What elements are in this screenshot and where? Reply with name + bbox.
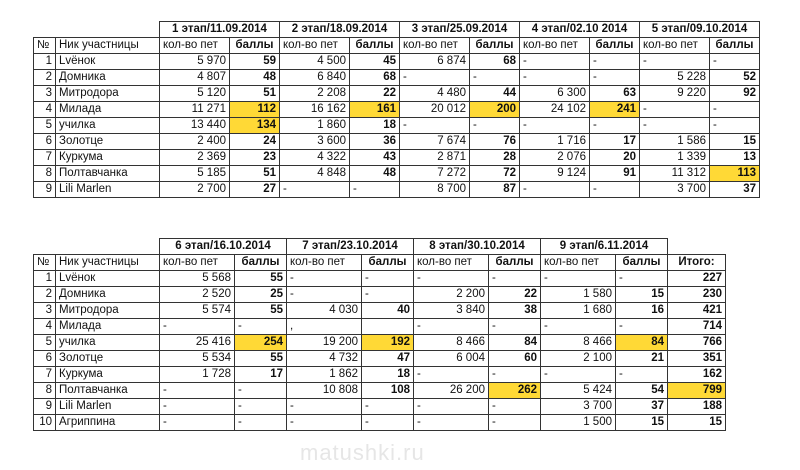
nick-header: Ник участницы	[56, 38, 160, 54]
row-number: 6	[34, 351, 56, 367]
stage-header: 2 этап/18.09.2014	[280, 22, 400, 38]
points-cell: 25	[235, 287, 287, 303]
points-cell: 54	[616, 383, 668, 399]
bottom-results-table	[33, 238, 726, 431]
total-cell: 227	[668, 271, 726, 287]
count-cell: 11 312	[640, 166, 710, 182]
count-cell: 3 840	[414, 303, 489, 319]
count-cell: -	[160, 319, 235, 335]
total-cell: 15	[668, 415, 726, 431]
points-cell: 108	[362, 383, 414, 399]
points-cell: 40	[362, 303, 414, 319]
count-header: кол-во пет	[640, 38, 710, 54]
points-cell: 92	[710, 86, 760, 102]
stage-header: 1 этап/11.09.2014	[160, 22, 280, 38]
count-cell: 13 440	[160, 118, 230, 134]
participant-name: Домника	[56, 287, 160, 303]
points-cell: -	[235, 399, 287, 415]
points-cell: -	[616, 271, 668, 287]
points-cell	[362, 319, 414, 335]
points-cell: 72	[470, 166, 520, 182]
count-cell: -	[414, 367, 489, 383]
points-cell: 87	[470, 182, 520, 198]
count-cell: 5 424	[541, 383, 616, 399]
points-cell: 18	[362, 367, 414, 383]
count-cell: 10 808	[287, 383, 362, 399]
count-cell: -	[520, 54, 590, 70]
count-cell: -	[520, 118, 590, 134]
row-number: 1	[34, 271, 56, 287]
points-cell: 262	[489, 383, 541, 399]
participant-name: Lvёнок	[56, 54, 160, 70]
count-header: кол-во пет	[160, 255, 235, 271]
points-cell: 38	[489, 303, 541, 319]
count-cell: -	[520, 70, 590, 86]
points-cell: -	[710, 102, 760, 118]
row-number: 2	[34, 287, 56, 303]
count-cell: -	[287, 399, 362, 415]
count-cell: ,	[287, 319, 362, 335]
table-row	[34, 86, 760, 102]
points-cell: 68	[350, 70, 400, 86]
count-cell: 2 871	[400, 150, 470, 166]
participant-name: Куркума	[56, 367, 160, 383]
points-cell: 17	[590, 134, 640, 150]
points-cell: 55	[235, 271, 287, 287]
count-cell: 2 200	[414, 287, 489, 303]
total-cell: 351	[668, 351, 726, 367]
points-cell: 200	[470, 102, 520, 118]
count-header: кол-во пет	[160, 38, 230, 54]
count-cell: 1 862	[287, 367, 362, 383]
participant-name: Lili Marlen	[56, 399, 160, 415]
count-cell: -	[287, 415, 362, 431]
points-cell: 84	[616, 335, 668, 351]
count-cell: 2 369	[160, 150, 230, 166]
count-cell: 11 271	[160, 102, 230, 118]
participant-name: Золотце	[56, 351, 160, 367]
points-cell: 134	[230, 118, 280, 134]
table-row	[34, 118, 760, 134]
count-cell: 5 970	[160, 54, 230, 70]
count-cell: -	[287, 287, 362, 303]
number-header: №	[34, 255, 56, 271]
row-number: 2	[34, 70, 56, 86]
points-cell: -	[489, 271, 541, 287]
participant-name: Милада	[56, 319, 160, 335]
participant-name: Золотце	[56, 134, 160, 150]
top-results-table	[33, 21, 760, 198]
points-cell: 68	[470, 54, 520, 70]
count-cell: -	[414, 271, 489, 287]
count-cell: 19 200	[287, 335, 362, 351]
participant-name: Полтавчанка	[56, 166, 160, 182]
count-cell: 8 466	[414, 335, 489, 351]
participant-name: Lvёнок	[56, 271, 160, 287]
row-number: 4	[34, 319, 56, 335]
points-cell: 28	[470, 150, 520, 166]
total-cell: 421	[668, 303, 726, 319]
count-cell: 2 076	[520, 150, 590, 166]
row-number: 6	[34, 134, 56, 150]
stage-header-row	[34, 239, 726, 255]
count-cell: 4 848	[280, 166, 350, 182]
count-cell: 1 339	[640, 150, 710, 166]
points-cell: -	[362, 399, 414, 415]
points-cell: 45	[350, 54, 400, 70]
stage-header: 8 этап/30.10.2014	[414, 239, 541, 255]
blank-cell	[668, 239, 726, 255]
row-number: 4	[34, 102, 56, 118]
table-row	[34, 415, 726, 431]
row-number: 3	[34, 86, 56, 102]
points-header: баллы	[590, 38, 640, 54]
count-cell: 5 568	[160, 271, 235, 287]
count-cell: 4 322	[280, 150, 350, 166]
blank-cell	[34, 239, 56, 255]
points-cell: -	[590, 118, 640, 134]
count-cell: -	[541, 367, 616, 383]
count-cell: 3 600	[280, 134, 350, 150]
blank-cell	[56, 239, 160, 255]
stage-header: 7 этап/23.10.2014	[287, 239, 414, 255]
points-cell: 52	[710, 70, 760, 86]
count-header: кол-во пет	[541, 255, 616, 271]
table-row	[34, 303, 726, 319]
points-cell: -	[235, 319, 287, 335]
count-cell: 2 520	[160, 287, 235, 303]
count-cell: -	[414, 399, 489, 415]
count-cell: 1 860	[280, 118, 350, 134]
count-cell: 6 840	[280, 70, 350, 86]
count-cell: 9 124	[520, 166, 590, 182]
count-cell: 2 700	[160, 182, 230, 198]
table-row	[34, 102, 760, 118]
count-cell: 4 480	[400, 86, 470, 102]
stage-header: 6 этап/16.10.2014	[160, 239, 287, 255]
count-cell: 20 012	[400, 102, 470, 118]
stage-header: 5 этап/09.10.2014	[640, 22, 760, 38]
count-cell: 4 500	[280, 54, 350, 70]
points-cell: 24	[230, 134, 280, 150]
count-cell: -	[400, 70, 470, 86]
count-cell: 2 100	[541, 351, 616, 367]
points-cell: 241	[590, 102, 640, 118]
points-cell: 192	[362, 335, 414, 351]
count-cell: 7 272	[400, 166, 470, 182]
points-cell: 44	[470, 86, 520, 102]
points-cell: 55	[235, 303, 287, 319]
points-cell: 16	[616, 303, 668, 319]
row-number: 9	[34, 399, 56, 415]
nick-header: Ник участницы	[56, 255, 160, 271]
count-cell: 1 580	[541, 287, 616, 303]
points-cell: -	[235, 383, 287, 399]
participant-name: Куркума	[56, 150, 160, 166]
total-cell: 188	[668, 399, 726, 415]
count-cell: -	[520, 182, 590, 198]
count-cell: 7 674	[400, 134, 470, 150]
count-cell: 3 700	[640, 182, 710, 198]
count-cell: -	[280, 182, 350, 198]
row-number: 5	[34, 118, 56, 134]
count-cell: 2 208	[280, 86, 350, 102]
points-cell: 112	[230, 102, 280, 118]
table-row	[34, 271, 726, 287]
points-cell: 91	[590, 166, 640, 182]
count-cell: 6 004	[414, 351, 489, 367]
count-header: кол-во пет	[414, 255, 489, 271]
points-header: баллы	[230, 38, 280, 54]
table-row	[34, 182, 760, 198]
points-cell: 17	[235, 367, 287, 383]
count-cell: -	[414, 415, 489, 431]
points-cell: -	[590, 70, 640, 86]
count-cell: 26 200	[414, 383, 489, 399]
count-cell: 8 466	[541, 335, 616, 351]
blank-cell	[56, 22, 160, 38]
points-cell: 21	[616, 351, 668, 367]
points-cell: 37	[616, 399, 668, 415]
table-row	[34, 70, 760, 86]
points-cell: -	[362, 415, 414, 431]
points-header: баллы	[616, 255, 668, 271]
count-cell: -	[541, 271, 616, 287]
points-cell: 59	[230, 54, 280, 70]
points-cell: 84	[489, 335, 541, 351]
points-header: баллы	[235, 255, 287, 271]
total-header: Итого:	[668, 255, 726, 271]
count-cell: -	[640, 54, 710, 70]
points-cell: -	[489, 399, 541, 415]
points-cell: 20	[590, 150, 640, 166]
points-cell: 36	[350, 134, 400, 150]
count-cell: 5 534	[160, 351, 235, 367]
points-cell: 55	[235, 351, 287, 367]
count-cell: 25 416	[160, 335, 235, 351]
total-cell: 766	[668, 335, 726, 351]
points-cell: -	[362, 287, 414, 303]
count-cell: -	[160, 383, 235, 399]
participant-name: Агриппина	[56, 415, 160, 431]
count-cell: 5 185	[160, 166, 230, 182]
count-cell: 16 162	[280, 102, 350, 118]
points-cell: 48	[350, 166, 400, 182]
count-cell: -	[287, 271, 362, 287]
count-cell: 8 700	[400, 182, 470, 198]
points-cell: -	[470, 118, 520, 134]
count-cell: 1 500	[541, 415, 616, 431]
stage-header: 3 этап/25.09.2014	[400, 22, 520, 38]
participant-name: училка	[56, 335, 160, 351]
table-row	[34, 351, 726, 367]
column-header-row	[34, 255, 726, 271]
row-number: 7	[34, 367, 56, 383]
count-cell: -	[640, 102, 710, 118]
points-cell: -	[590, 54, 640, 70]
count-cell: 5 228	[640, 70, 710, 86]
points-cell: 76	[470, 134, 520, 150]
table-row	[34, 54, 760, 70]
count-cell: -	[160, 415, 235, 431]
points-header: баллы	[470, 38, 520, 54]
row-number: 5	[34, 335, 56, 351]
participant-name: училка	[56, 118, 160, 134]
points-cell: -	[350, 182, 400, 198]
table-row	[34, 134, 760, 150]
number-header: №	[34, 38, 56, 54]
row-number: 9	[34, 182, 56, 198]
points-header: баллы	[710, 38, 760, 54]
count-header: кол-во пет	[287, 255, 362, 271]
count-header: кол-во пет	[520, 38, 590, 54]
stage-header-row	[34, 22, 760, 38]
points-cell: -	[489, 367, 541, 383]
row-number: 3	[34, 303, 56, 319]
count-cell: 1 716	[520, 134, 590, 150]
table-row	[34, 335, 726, 351]
participant-name: Митродора	[56, 303, 160, 319]
count-cell: 4 807	[160, 70, 230, 86]
total-cell: 162	[668, 367, 726, 383]
points-cell: -	[616, 367, 668, 383]
points-cell: 27	[230, 182, 280, 198]
points-cell: 15	[616, 415, 668, 431]
points-cell: 51	[230, 86, 280, 102]
row-number: 1	[34, 54, 56, 70]
table-row	[34, 399, 726, 415]
row-number: 8	[34, 383, 56, 399]
table-row	[34, 287, 726, 303]
count-cell: 4 732	[287, 351, 362, 367]
points-cell: -	[489, 415, 541, 431]
participant-name: Lili Marlen	[56, 182, 160, 198]
count-cell: 4 030	[287, 303, 362, 319]
points-cell: 18	[350, 118, 400, 134]
count-cell: 5 120	[160, 86, 230, 102]
count-header: кол-во пет	[280, 38, 350, 54]
points-cell: 113	[710, 166, 760, 182]
count-cell: 6 300	[520, 86, 590, 102]
points-cell: -	[362, 271, 414, 287]
points-cell: 63	[590, 86, 640, 102]
table-row	[34, 383, 726, 399]
watermark: matushki.ru	[300, 440, 425, 465]
count-header: кол-во пет	[400, 38, 470, 54]
points-cell: 15	[710, 134, 760, 150]
table-row	[34, 367, 726, 383]
points-cell: 51	[230, 166, 280, 182]
count-cell: -	[541, 319, 616, 335]
count-cell: -	[414, 319, 489, 335]
points-cell: 13	[710, 150, 760, 166]
count-cell: 1 728	[160, 367, 235, 383]
table-row	[34, 150, 760, 166]
points-cell: 43	[350, 150, 400, 166]
points-cell: 161	[350, 102, 400, 118]
points-cell: 60	[489, 351, 541, 367]
column-header-row	[34, 38, 760, 54]
count-cell: -	[640, 118, 710, 134]
points-cell: 37	[710, 182, 760, 198]
table-row	[34, 166, 760, 182]
count-cell: 5 574	[160, 303, 235, 319]
points-cell: -	[470, 70, 520, 86]
points-cell: 22	[350, 86, 400, 102]
points-cell: -	[616, 319, 668, 335]
points-cell: -	[489, 319, 541, 335]
row-number: 10	[34, 415, 56, 431]
count-cell: 9 220	[640, 86, 710, 102]
points-header: баллы	[489, 255, 541, 271]
points-cell: 254	[235, 335, 287, 351]
participant-name: Митродора	[56, 86, 160, 102]
count-cell: 1 586	[640, 134, 710, 150]
points-cell: -	[235, 415, 287, 431]
points-cell: 15	[616, 287, 668, 303]
points-header: баллы	[362, 255, 414, 271]
points-cell: -	[710, 54, 760, 70]
points-cell: 47	[362, 351, 414, 367]
points-cell: -	[710, 118, 760, 134]
count-cell: 2 400	[160, 134, 230, 150]
points-cell: 48	[230, 70, 280, 86]
participant-name: Милада	[56, 102, 160, 118]
total-cell: 799	[668, 383, 726, 399]
count-cell: 24 102	[520, 102, 590, 118]
stage-header: 9 этап/6.11.2014	[541, 239, 668, 255]
participant-name: Полтавчанка	[56, 383, 160, 399]
count-cell: -	[400, 118, 470, 134]
points-header: баллы	[350, 38, 400, 54]
points-cell: 22	[489, 287, 541, 303]
count-cell: 1 680	[541, 303, 616, 319]
total-cell: 714	[668, 319, 726, 335]
blank-cell	[34, 22, 56, 38]
table-row	[34, 319, 726, 335]
participant-name: Домника	[56, 70, 160, 86]
row-number: 8	[34, 166, 56, 182]
count-cell: 3 700	[541, 399, 616, 415]
count-cell: 6 874	[400, 54, 470, 70]
stage-header: 4 этап/02.10 2014	[520, 22, 640, 38]
points-cell: -	[590, 182, 640, 198]
points-cell: 23	[230, 150, 280, 166]
total-cell: 230	[668, 287, 726, 303]
row-number: 7	[34, 150, 56, 166]
count-cell: -	[160, 399, 235, 415]
